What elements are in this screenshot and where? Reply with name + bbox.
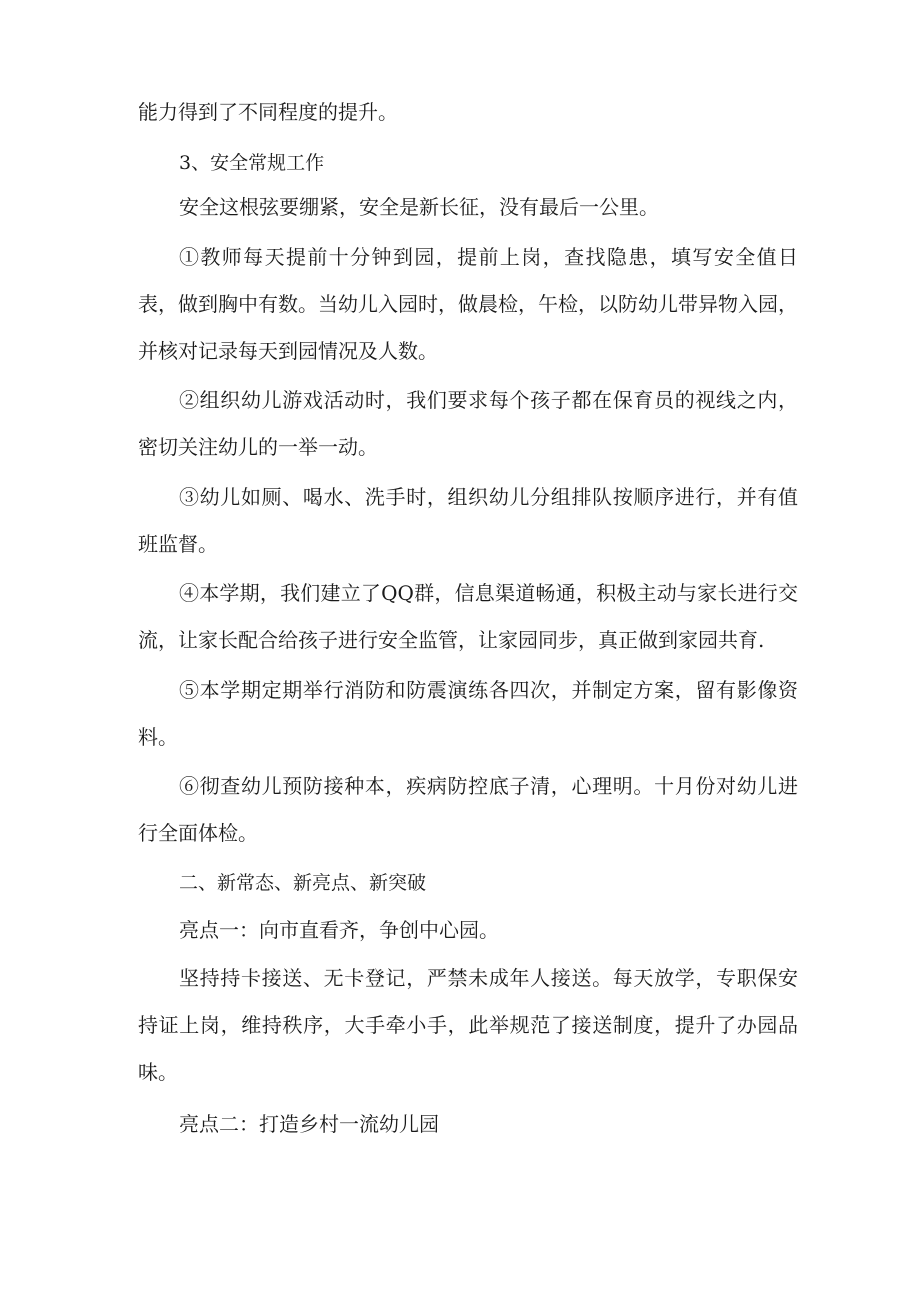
paragraph-safety-item-6: ⑥彻查幼儿预防接种本，疾病防控底子清，心理明。十月份对幼儿进行全面体检。: [138, 774, 798, 845]
highlight-one-title: 亮点一：向市直看齐，争创中心园。: [179, 918, 499, 942]
paragraph-safety-intro: 安全这根弦要绷紧，安全是新长征，没有最后一公里。: [179, 195, 659, 219]
paragraph-continuation: 能力得到了不同程度的提升。: [138, 100, 398, 124]
paragraph-safety-item-2: ②组织幼儿游戏活动时，我们要求每个孩子都在保育员的视线之内，密切关注幼儿的一举一动。: [138, 388, 798, 459]
paragraph-safety-item-5: ⑤本学期定期举行消防和防震演练各四次，并制定方案，留有影像资料。: [138, 678, 798, 749]
paragraph-safety-item-1: ①教师每天提前十分钟到园，提前上岗，查找隐患，填写安全值日表，做到胸中有数。当幼儿入园时，做晨检，午检，以防幼儿带异物入园，并核对记录每天到园情况及人数。: [138, 245, 798, 363]
paragraph-safety-item-4: ④本学期，我们建立了QQ群，信息渠道畅通，积极主动与家长进行交流，让家长配合给孩子进行安全监管，让家园同步，真正做到家园共育.: [138, 581, 798, 652]
highlight-two-title: 亮点二：打造乡村一流幼儿园: [179, 1112, 439, 1136]
paragraph-highlight-one: 坚持持卡接送、无卡登记，严禁未成年人接送。每天放学，专职保安持证上岗，维持秩序，大手牵小手，此举规范了接送制度，提升了办园品味。: [138, 966, 798, 1084]
paragraph-safety-item-3: ③幼儿如厕、喝水、洗手时，组织幼儿分组排队按顺序进行，并有值班监督。: [138, 485, 798, 556]
section-heading-safety: 3、安全常规工作: [179, 152, 325, 174]
section-heading-highlights: 二、新常态、新亮点、新突破: [179, 872, 427, 894]
